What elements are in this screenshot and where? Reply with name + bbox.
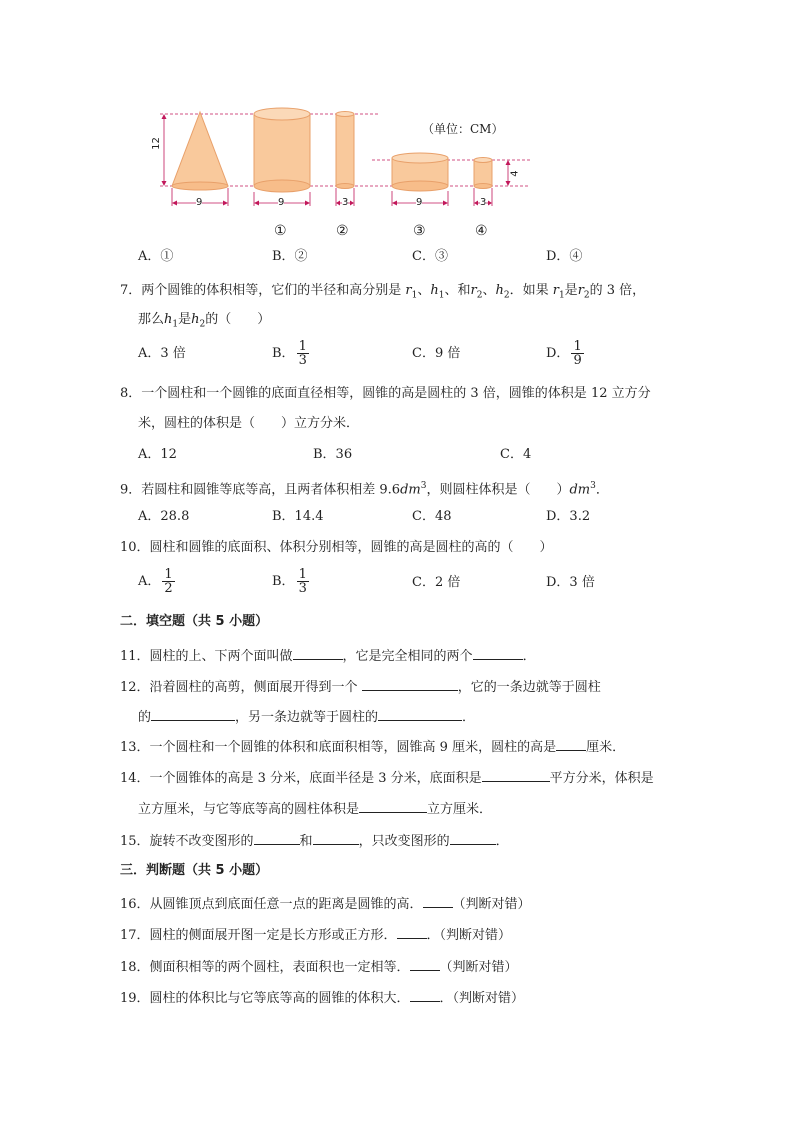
q7-option-a[interactable]: A．3 倍 [138,346,186,361]
q10-line: 10．圆柱和圆锥的底面积、体积分别相等，圆锥的高是圆柱的高的（ ） [120,540,553,555]
q19-line: 19．圆柱的体积比与它等底等高的圆锥的体积大． ．（判断对错） [120,987,524,1007]
q10-option-b[interactable]: B． $\frac{1}{3}$ [272,567,307,596]
q12-line-1: 12．沿着圆柱的高剪，侧面展开得到一个 ，它的一条边就等于圆柱 [120,676,601,696]
q9-line: 9．若圆柱和圆锥等底等高，且两者体积相差 $9.6dm^3$，则圆柱体积是（ ）$dm^3$． [120,481,609,498]
q15-blank-1[interactable] [254,830,300,845]
q15-line: 15．旋转不改变图形的 和 ，只改变图形的 ． [120,830,509,850]
dim-cone-height: 12 [150,137,162,150]
q16-blank[interactable] [423,893,453,908]
cone-shape [172,112,228,190]
q6-option-c[interactable]: C．③ [412,249,448,264]
q7-option-c[interactable]: C．9 倍 [412,346,461,361]
q12-blank-1[interactable] [362,676,458,691]
dim-cylinder-4-height: 4 [509,170,521,177]
q18-line: 18．侧面积相等的两个圆柱，表面积也一定相等． （判断对错） [120,956,518,976]
q17-line: 17．圆柱的侧面展开图一定是长方形或正方形． ．（判断对错） [120,924,511,944]
q11-blank-1[interactable] [293,645,343,660]
q14-line-1: 14．一个圆锥体的高是 3 分米，底面半径是 3 分米，底面积是 平方分米，体积是 [120,767,654,787]
q11-line: 11．圆柱的上、下两个面叫做 ，它是完全相同的两个 ． [120,645,536,665]
dim-cylinder-3-diameter: 9 [416,197,423,208]
q16-line: 16．从圆锥顶点到底面任意一点的距离是圆锥的高． （判断对错） [120,893,531,913]
q8-option-c[interactable]: C．4 [500,447,532,462]
dim-cylinder-1-diameter: 9 [278,197,285,208]
q9-option-b[interactable]: B．14.4 [272,509,324,524]
q7-line-1: 7．两个圆锥的体积相等，它们的半径和高分别是 $r_1$、$h_1$、和$r_2$、$h_2$．如果 $r_1$是$r_2$的 3 倍， [120,283,646,301]
q18-blank[interactable] [410,956,440,971]
q10-option-a[interactable]: A． $\frac{1}{2}$ [138,567,173,596]
q12-blank-2[interactable] [151,706,235,721]
q19-blank[interactable] [410,987,440,1002]
q8-line-1: 8．一个圆柱和一个圆锥的底面直径相等，圆锥的高是圆柱的 3 倍，圆锥的体积是 12 立方分 [120,386,651,401]
q8-line-2: 米，圆柱的体积是（ ）立方分米． [138,416,360,431]
q14-line-2: 立方厘米，与它等底等高的圆柱体积是 立方厘米． [138,798,492,818]
q15-blank-3[interactable] [450,830,496,845]
q6-option-a[interactable]: A．① [138,249,174,264]
q6-option-d[interactable]: D．④ [546,249,583,264]
figure-label-2: ② [336,223,349,239]
figure-unit-label: （单位：CM） [422,122,504,136]
q14-blank-1[interactable] [482,767,550,782]
q17-blank[interactable] [397,924,427,939]
q7-line-2: 那么$h_1$是$h_2$的（ ） [138,312,271,330]
q8-option-b[interactable]: B．36 [313,447,353,462]
q12-blank-3[interactable] [378,706,462,721]
q15-blank-2[interactable] [313,830,359,845]
cylinder-3-shape [392,153,448,191]
q14-blank-2[interactable] [359,798,427,813]
dim-cone-diameter: 9 [196,197,203,208]
figure-label-3: ③ [413,223,426,239]
q9-option-a[interactable]: A．28.8 [138,509,190,524]
dim-cylinder-4-diameter: 3 [480,197,487,208]
q13-blank[interactable] [556,736,586,751]
q7-option-b[interactable]: B． $\frac{1}{3}$ [272,339,307,368]
dim-cylinder-2-diameter: 3 [342,197,349,208]
q11-blank-2[interactable] [473,645,523,660]
q13-line: 13．一个圆柱和一个圆锥的体积和底面积相等，圆锥高 9 厘米，圆柱的高是 厘米． [120,736,625,756]
cylinder-2-shape [336,112,354,189]
cylinder-1-shape [254,108,310,192]
figure-label-4: ④ [475,223,488,239]
q8-option-a[interactable]: A．12 [138,447,177,462]
q7-option-d[interactable]: D． $\frac{1}{9}$ [546,339,582,368]
q10-option-c[interactable]: C．2 倍 [412,575,461,590]
q10-option-d[interactable]: D．3 倍 [546,575,595,590]
figure-label-1: ① [274,223,287,239]
section-fill-in-heading: 二．填空题（共 5 小题） [120,614,269,629]
section-true-false-heading: 三．判断题（共 5 小题） [120,863,269,878]
q9-option-d[interactable]: D．3.2 [546,509,591,524]
q12-line-2: 的 ，另一条边就等于圆柱的 ． [138,706,475,726]
q9-option-c[interactable]: C．48 [412,509,452,524]
q6-option-b[interactable]: B．② [272,249,308,264]
cylinder-4-shape [474,158,492,189]
